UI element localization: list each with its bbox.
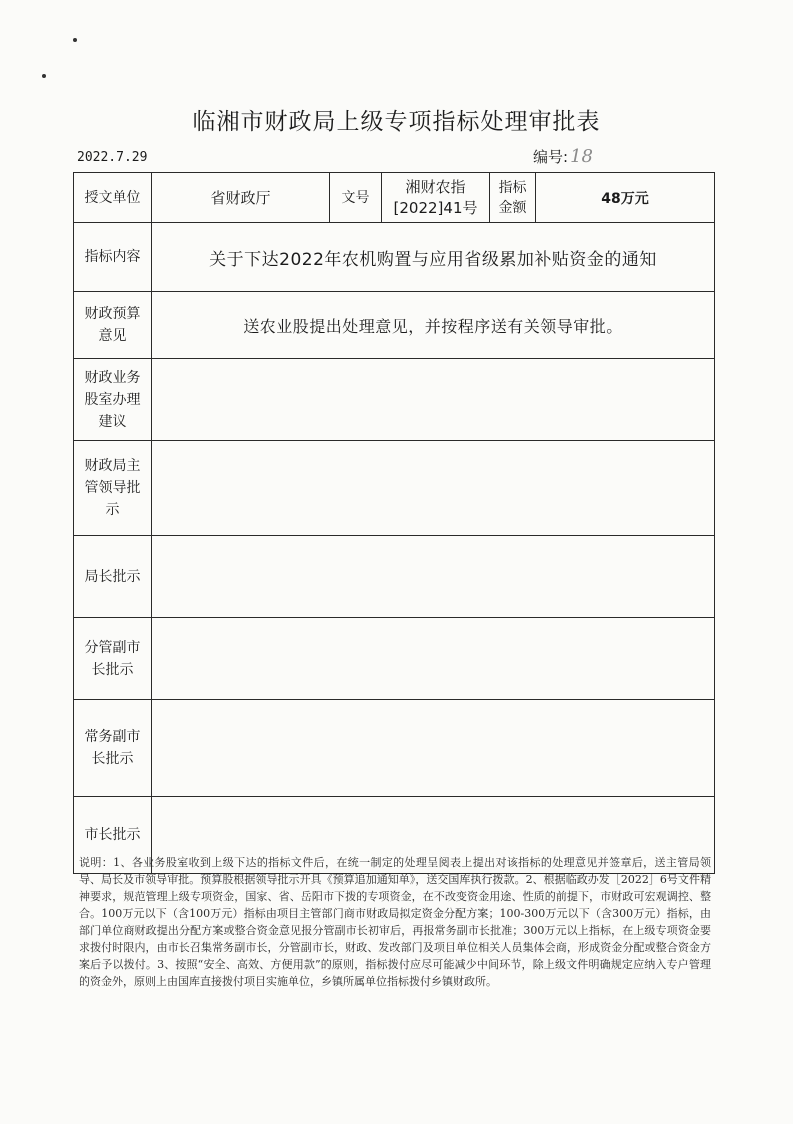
approval-table xyxy=(73,172,715,874)
amount-label: 指标 金额 xyxy=(490,173,536,223)
leader-label: 财政局主 管领导批 示 xyxy=(74,441,152,536)
director-label: 局长批示 xyxy=(74,536,152,618)
form-title: 临湘市财政局上级专项指标处理审批表 xyxy=(192,109,601,135)
scan-speck xyxy=(73,38,77,42)
budget-row xyxy=(74,292,715,359)
doc-no-line1: 湘财农指 xyxy=(405,177,466,196)
doc-no-value xyxy=(382,173,490,223)
serial-number xyxy=(533,146,593,167)
content-row xyxy=(74,223,715,292)
exec-vice-mayor-label: 常务副市 长批示 xyxy=(74,700,152,797)
leader-instruction-cell[interactable] xyxy=(152,441,715,536)
director-row xyxy=(74,536,715,618)
content-label: 指标内容 xyxy=(74,223,152,292)
form-date: 2022.7.29 xyxy=(77,150,148,165)
mayor-label: 市长批示 xyxy=(74,797,152,874)
exec-vice-mayor-row xyxy=(74,700,715,797)
content-value: 关于下达2022年农机购置与应用省级累加补贴资金的通知 xyxy=(152,223,715,292)
doc-no-line2: [2022]41号 xyxy=(393,198,478,217)
footnote: 说明：1、各业务股室收到上级下达的指标文件后，在统一制定的处理呈阅表上提出对该指标的处理意见并签章后，送主管局领导、局长及市领导审批。预算股根据领导批示开具《预算追加通知单》，送交国库执行拨款。2、根据临政办发［2022］6号文件精神要求，规范管理上级专项资金，国家、省、岳阳市下拨的专项资金，在不改变资金用途、性质的前提下，市财政可宏观调控、整合。100万元以下（含100万元）指标由项目主管部门商市财政局拟定资金分配方案；100-300万元以下（含300万元）指标，由部门单位商财政提出分配方案或整合资金意见报分管副市长初审后，再报常务副市长批准；300万元以上指标，在上级专项资金要求拨付时限内，由市长召集常务副市长，分管副市长，财政、发改部门及项目单位相关人员集体会商，形成资金分配或整合资金方案后予以拨付。3、按照“安全、高效、方便用款”的原则，指标拨付应尽可能减少中间环节，除上级文件明确规定应纳入专户管理的资金外，原则上由国库直接拨付项目实施单位，乡镇所属单位指标拨付乡镇财政所。 xyxy=(79,856,711,988)
budget-opinion: 送农业股提出处理意见，并按程序送有关领导审批。 xyxy=(152,292,715,359)
vice-mayor-row xyxy=(74,618,715,700)
exec-vice-mayor-instruction-cell[interactable] xyxy=(152,700,715,797)
dept-row xyxy=(74,359,715,441)
serial-label: 编号: xyxy=(533,148,569,166)
dept-suggestion-cell[interactable] xyxy=(152,359,715,441)
leader-row xyxy=(74,441,715,536)
scan-speck xyxy=(42,74,46,78)
dept-label: 财政业务 股室办理 建议 xyxy=(74,359,152,441)
budget-label: 财政预算 意见 xyxy=(74,292,152,359)
doc-no-label: 文号 xyxy=(330,173,382,223)
vice-mayor-instruction-cell[interactable] xyxy=(152,618,715,700)
header-row xyxy=(74,173,715,223)
sender-label: 授文单位 xyxy=(74,173,152,223)
sender-value: 省财政厅 xyxy=(152,173,330,223)
amount-value: 48万元 xyxy=(536,173,715,223)
serial-handwritten-value: 18 xyxy=(570,146,593,167)
director-instruction-cell[interactable] xyxy=(152,536,715,618)
vice-mayor-label: 分管副市 长批示 xyxy=(74,618,152,700)
